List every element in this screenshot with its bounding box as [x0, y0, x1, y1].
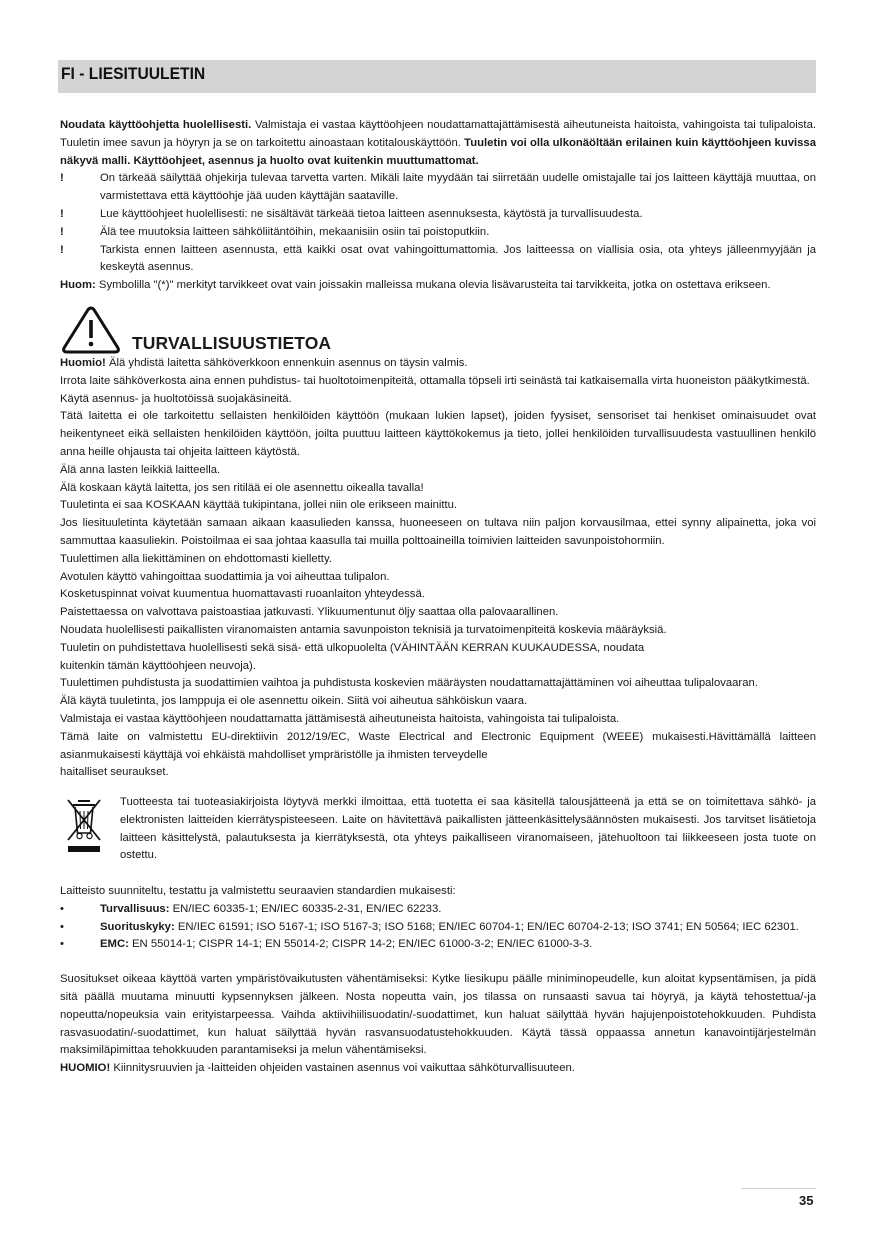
safety-line: Jos liesituuletinta käytetään samaan aikaan kaasulieden kanssa, huoneeseen on tultava niin paljon korvausilmaa, ettei synny alipainetta, joka voi sammuttaa kaasuliekin. Poistoilmaa ei saa johtaa kaasulla tai muilla polttoaineilla toimivien laitteiden savunpoistohormiin. — [60, 517, 816, 547]
standards-intro: Laitteisto suunniteltu, testattu ja valmistettu seuraavien standardien mukaisesti: — [60, 885, 456, 898]
safety-line: Kosketuspinnat voivat kuumentua huomattavasti ruoanlaiton yhteydessä. — [60, 588, 425, 601]
page-number: 35 — [799, 1193, 814, 1208]
bullet-icon: • — [60, 902, 64, 915]
standards-label: Suorituskyky: — [100, 920, 175, 933]
safety-line: Tätä laitetta ei ole tarkoitettu sellaisten henkilöiden käyttöön (mukaan lukien lapset), joiden fyysiset, sensoriset tai henkiset ominaisuudet ovat heikentyneet eikä sellaisten henkilöiden käyttöön, joilta puuttuu laitteen käyttökokemus ja tieto, jollei henkilöiden turvallisuudesta vastuullinen henkilö anna heille ohjausta tai ohjeita laitteen käytöstä. — [60, 410, 816, 458]
standards-item — [60, 901, 816, 919]
safety-line: kuitenkin tämän käyttöohjeen neuvoja). — [60, 659, 256, 672]
intro-text: Valmistaja ei vastaa käyttöohjeen noudattamattajättämisestä aiheutuneista haitoista, vahingoista tai tulipaloista. Tuuletin imee savun ja höyryn ja se on tarkoitettu ainoastaan kotitalouskäyttöön. — [60, 119, 816, 149]
note-label: Huom: — [60, 279, 96, 292]
warning-text: Tarkista ennen laitteen asennusta, että kaikki osat ovat vahingoittumattomia. Jos laitteessa on viallisia osia, ota yhteys jälleenmyyjään ja keskeytä asennus. — [100, 243, 816, 274]
safety-line: Tuulettimen alla liekittäminen on ehdottomasti kielletty. — [60, 552, 332, 565]
exclamation-icon: ! — [60, 243, 64, 256]
intro-bold-lead: Noudata käyttöohjetta huolellisesti. — [60, 119, 252, 131]
safety-line — [60, 355, 816, 373]
note-text: Symbolilla "(*)" merkityt tarvikkeet ovat vain joissakin malleissa mukana olevia lisävarusteita tai tarvikkeita, jotka on ostettava erikseen. — [95, 279, 771, 292]
exclamation-icon: ! — [60, 225, 64, 238]
warning-text: Älä tee muutoksia laitteen sähköliitäntöihin, mekaanisiin osiin tai poistoputkiin. — [100, 225, 490, 238]
safety-line: Käytä asennus- ja huoltotöissä suojakäsineitä. — [60, 392, 292, 405]
safety-title: TURVALLISUUSTIETOA — [132, 332, 332, 353]
note-paragraph — [60, 277, 816, 295]
weee-text: Tuotteesta tai tuoteasiakirjoista löytyvä merkki ilmoittaa, että tuotetta ei saa käsitellä talousjätteenä ja että se on toimitettava sähkö- ja elektronisten laitteiden kierrätyspisteeseen. Laite on hävitettävä paikallisten jätteenkäsittelysäännösten mukaisesti. Jos tarvitset lisätietoja laitteen käsittelystä, palautuksesta ja kierrätyksestä, ota yhteys paikalliseen viranomaiseen, jätehuoltoon tai liikkeeseen josta tuote on ostettu. — [120, 796, 816, 862]
exclamation-icon: ! — [60, 207, 64, 220]
safety-line: Valmistaja ei vastaa käyttöohjeen noudattamatta jättämisestä aiheutuneista haitoista, vahingoista tai tulipaloista. — [60, 712, 620, 725]
intro-bold-note: Tuuletin voi olla ulkonäöltään erilainen kuin käyttöohjeen kuvissa näkyvä malli. Käyttöohjeet, asennus ja huolto ovat kuitenkin muuttumattomat. — [60, 136, 816, 167]
safety-line: Tämä laite on valmistettu EU-direktiivin 2012/19/EC, Waste Electrical and Electronic Equipment (WEEE) mukaisesti.Hävittämällä laitteen asianmukaisesti käyttäjä voi ehkäistä mahdolliset ympräristölle ja ihmisten terveydelle — [60, 730, 816, 761]
safety-line: haitalliset seuraukset. — [60, 766, 169, 779]
weee-bin-icon — [64, 796, 104, 856]
standards-label: EMC: — [100, 938, 129, 951]
eco-warning — [60, 1060, 816, 1078]
safety-line: Tuuletin on puhdistettava huolellisesti sekä sisä- että ulkopuolelta (VÄHINTÄÄN KERRAN KUUKAUDESSA, noudata — [60, 641, 645, 654]
exclamation-icon: ! — [60, 172, 64, 185]
safety-first-label: Huomio! — [60, 356, 106, 369]
warning-item — [60, 242, 816, 278]
eco-warning-text: Kiinnitysruuvien ja -laitteiden ohjeiden vastainen asennus voi vaikuttaa sähköturvallisuuteen. — [110, 1062, 575, 1075]
standards-item — [60, 936, 816, 954]
page-title: FI - LIESITUULETIN — [61, 64, 206, 83]
safety-line: Tuuletinta ei saa KOSKAAN käyttää tukipintana, jollei niin ole erikseen mainittu. — [60, 499, 458, 512]
standards-text: EN/IEC 60335-1; EN/IEC 60335-2-31, EN/IEC 62233. — [169, 902, 442, 915]
eco-paragraph: Suositukset oikeaa käyttöä varten ympäristövaikutusten vähentämiseksi: Kytke liesikupu päälle miniminopeudelle, kun aloitat kypsentämisen, ja pidä sitä päällä muutama minuutti kypsennyksen jälkeen. Nosta nopeutta vain, jos tilassa on runsaasti savua tai höyryä, ja käytä tehostettua/-ja nopeutta/nopeuksia vain erityistarpeessa. Vaihda aktiivihiilisuodatin/-suodattimet, kun haluat säilyttää hyvän hajujenpoistotehokkuuden. Puhdista rasvasuodatin/-suodattimet, kun haluat säilyttää hyvän rasvansuodatustehokkuuden. Käytä tässä oppaassa annetun kanavointijärjestelmän maksimiläpimittaa tehokkuuden parantamiseksi ja melun vähentämiseksi. — [60, 973, 816, 1057]
safety-first-text: Älä yhdistä laitetta sähköverkkoon ennenkuin asennus on täysin valmis. — [105, 356, 468, 369]
safety-line: Älä koskaan käytä laitetta, jos sen ritilää ei ole asennettu oikealla tavalla! — [60, 481, 424, 494]
warning-item — [60, 224, 816, 242]
standards-item — [60, 919, 816, 937]
warning-triangle-icon — [60, 305, 122, 355]
footer-rule — [741, 1188, 816, 1189]
safety-line: Irrota laite sähköverkosta aina ennen puhdistus- tai huoltotoimenpiteitä, ottamalla töpseli irti seinästä tai katkaisemalla virta huoneiston pääkytkimestä. — [60, 374, 810, 387]
eco-warning-label: HUOMIO! — [60, 1062, 111, 1075]
weee-notice — [60, 794, 816, 866]
safety-line: Älä anna lasten leikkiä laitteella. — [60, 463, 221, 476]
safety-line: Avotulen käyttö vahingoittaa suodattimia ja voi aiheuttaa tulipalon. — [60, 570, 390, 583]
safety-line: Paistettaessa on valvottava paistoastiaa jatkuvasti. Ylikuumentunut öljy saattaa olla palovaarallinen. — [60, 606, 559, 619]
safety-line: Älä käytä tuuletinta, jos lamppuja ei ole asennettu oikein. Siitä voi aiheutua sähköiskun vaara. — [60, 695, 528, 708]
standards-label: Turvallisuus: — [100, 902, 170, 915]
warning-item — [60, 206, 816, 224]
document-body — [60, 117, 816, 1078]
standards-text: EN 55014-1; CISPR 14-1; EN 55014-2; CISPR 14-2; EN/IEC 61000-3-2; EN/IEC 61000-3-3. — [128, 938, 593, 951]
bullet-icon: • — [60, 938, 64, 951]
standards-text: EN/IEC 61591; ISO 5167-1; ISO 5167-3; ISO 5168; EN/IEC 60704-1; EN/IEC 60704-2-13; ISO 3741; EN 50564; IEC 62301. — [174, 920, 799, 933]
safety-line: Noudata huolellisesti paikallisten viranomaisten antamia savunpoiston teknisiä ja turvatoimenpiteitä koskevia määräyksiä. — [60, 623, 667, 636]
bullet-icon: • — [60, 920, 64, 933]
intro-paragraph — [60, 117, 816, 170]
safety-line: Tuulettimen puhdistusta ja suodattimien vaihtoa ja puhdistusta koskevien määräysten noudattamattajättäminen voi aiheuttaa tulipalovaaran. — [60, 677, 758, 690]
warning-text: On tärkeää säilyttää ohjekirja tulevaa tarvetta varten. Mikäli laite myydään tai siirretään uudelle omistajalle tai jos laitteen käyttäjä muuttaa, on varmistettava että käyttöohje jää uuden käyttäjän saataville. — [100, 172, 816, 203]
spacer — [60, 954, 816, 971]
warning-text: Lue käyttöohjeet huolellisesti: ne sisältävät tärkeää tietoa laitteen asennuksesta, käytöstä ja turvallisuudesta. — [100, 207, 643, 220]
safety-heading — [60, 305, 816, 355]
spacer — [60, 866, 816, 883]
warning-item — [60, 170, 816, 206]
